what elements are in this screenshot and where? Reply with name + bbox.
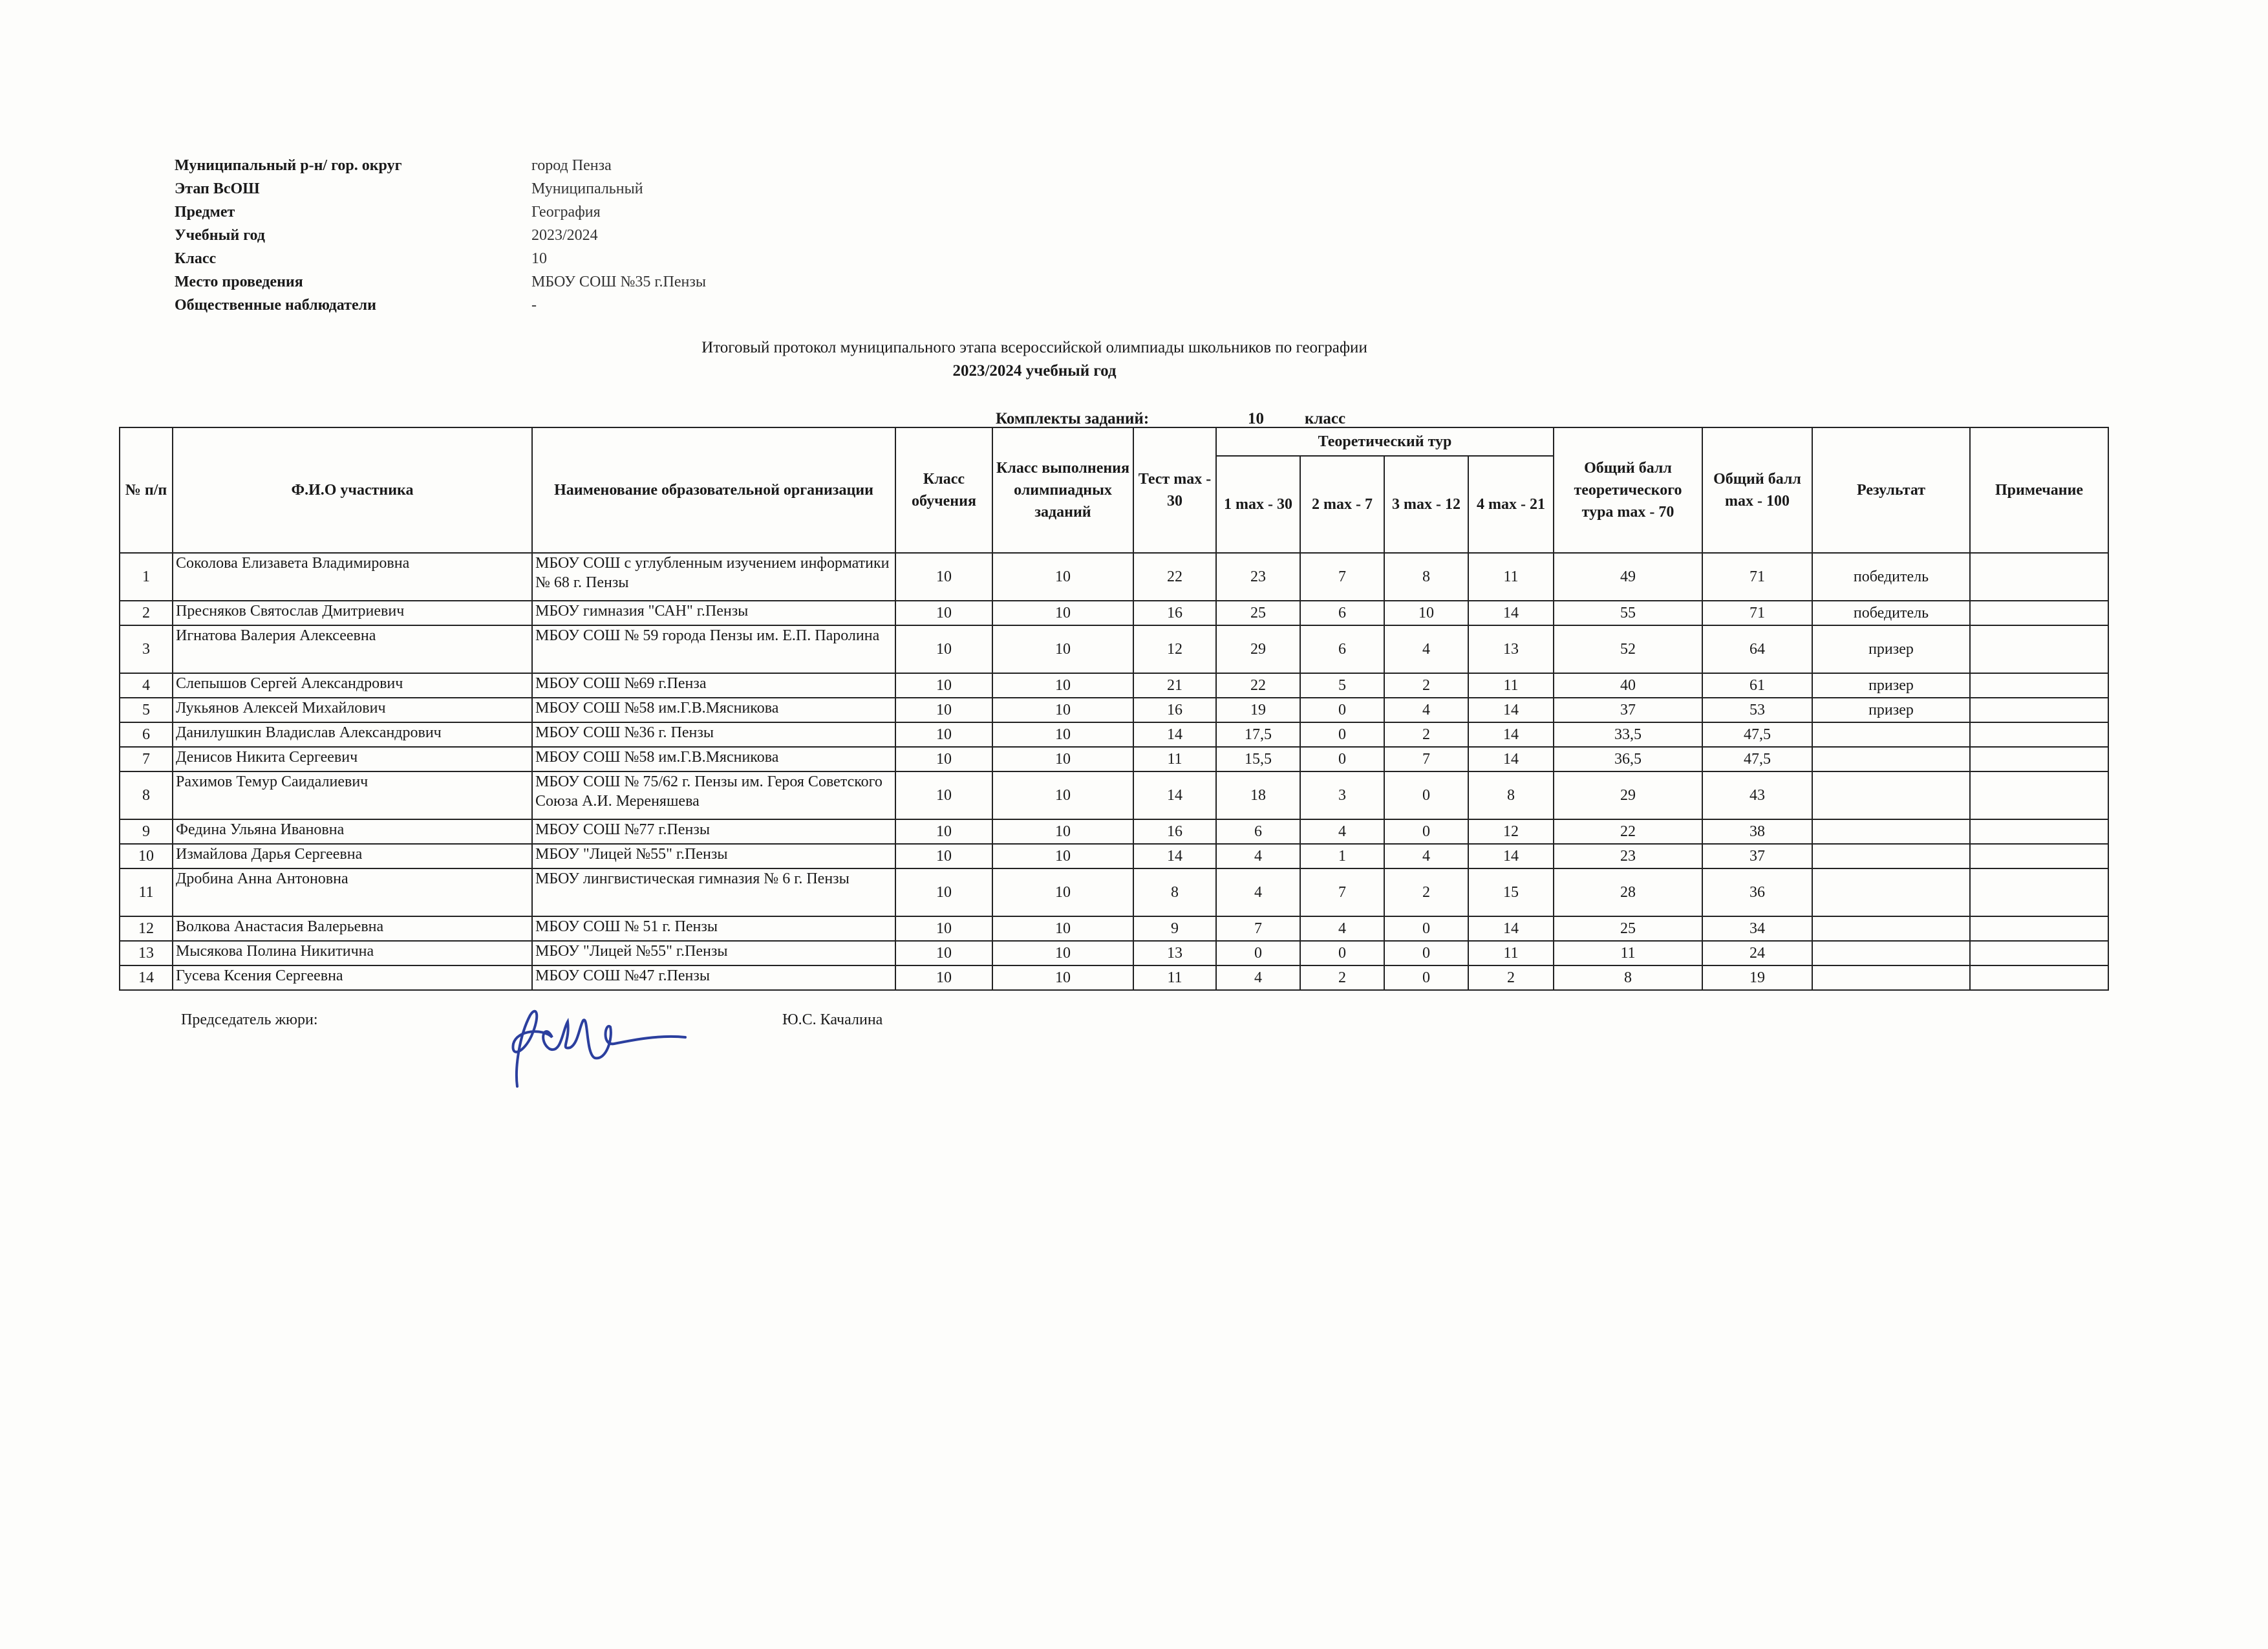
theory-total: 36,5	[1554, 747, 1702, 771]
meta-row	[175, 200, 706, 224]
organization: МБОУ СОШ № 75/62 г. Пензы им. Героя Советского Союза А.И. Мереняшева	[532, 771, 895, 819]
theory-task-4: 14	[1468, 698, 1554, 722]
theory-task-4: 13	[1468, 625, 1554, 673]
jury-chair-name: Ю.С. Качалина	[782, 1011, 883, 1028]
meta-label: Учебный год	[175, 226, 265, 244]
test-score: 22	[1133, 553, 1216, 601]
header-theory: Теоретический тур	[1216, 427, 1554, 456]
organization: МБОУ СОШ № 59 города Пензы им. Е.П. Паролина	[532, 625, 895, 673]
protocol-year: 2023/2024 учебный год	[952, 362, 1117, 380]
theory-task-4: 11	[1468, 553, 1554, 601]
table-row	[120, 868, 2108, 916]
meta-row	[175, 294, 706, 317]
header-t3: 3 max - 12	[1384, 456, 1468, 553]
theory-task-4: 14	[1468, 722, 1554, 747]
meta-label: Муниципальный р-н/ гор. округ	[175, 156, 402, 174]
result	[1812, 722, 1970, 747]
theory-task-2: 2	[1300, 965, 1384, 990]
total-score: 71	[1702, 601, 1812, 625]
theory-total: 52	[1554, 625, 1702, 673]
note	[1970, 673, 2108, 698]
meta-value: МБОУ СОШ №35 г.Пензы	[531, 273, 706, 290]
result	[1812, 747, 1970, 771]
task-grade: 10	[992, 819, 1133, 844]
header-t1: 1 max - 30	[1216, 456, 1300, 553]
organization: МБОУ "Лицей №55" г.Пензы	[532, 941, 895, 965]
total-score: 24	[1702, 941, 1812, 965]
header-name: Ф.И.О участника	[173, 427, 532, 553]
theory-task-1: 17,5	[1216, 722, 1300, 747]
document-meta	[175, 154, 706, 317]
theory-task-3: 4	[1384, 625, 1468, 673]
table-body	[120, 553, 2108, 990]
theory-task-3: 0	[1384, 941, 1468, 965]
meta-value: География	[531, 203, 601, 221]
meta-row	[175, 270, 706, 294]
theory-task-4: 12	[1468, 819, 1554, 844]
organization: МБОУ лингвистическая гимназия № 6 г. Пензы	[532, 868, 895, 916]
protocol-title: Итоговый протокол муниципального этапа всероссийской олимпиады школьников по географии	[701, 339, 1367, 356]
theory-total: 37	[1554, 698, 1702, 722]
theory-total: 11	[1554, 941, 1702, 965]
participant-name: Федина Ульяна Ивановна	[173, 819, 532, 844]
theory-task-3: 2	[1384, 673, 1468, 698]
organization: МБОУ СОШ №77 г.Пензы	[532, 819, 895, 844]
header-num: № п/п	[120, 427, 173, 553]
table-row	[120, 673, 2108, 698]
result: победитель	[1812, 601, 1970, 625]
test-score: 13	[1133, 941, 1216, 965]
header-note: Примечание	[1970, 427, 2108, 553]
theory-task-2: 3	[1300, 771, 1384, 819]
grade: 10	[895, 771, 992, 819]
result	[1812, 844, 1970, 868]
note	[1970, 625, 2108, 673]
meta-label: Этап ВсОШ	[175, 180, 260, 197]
table-row	[120, 965, 2108, 990]
test-score: 16	[1133, 698, 1216, 722]
task-grade: 10	[992, 747, 1133, 771]
grade: 10	[895, 673, 992, 698]
note	[1970, 868, 2108, 916]
theory-task-4: 2	[1468, 965, 1554, 990]
task-grade: 10	[992, 673, 1133, 698]
theory-task-4: 11	[1468, 673, 1554, 698]
theory-task-4: 14	[1468, 844, 1554, 868]
grade: 10	[895, 868, 992, 916]
result	[1812, 941, 1970, 965]
organization: МБОУ СОШ №58 им.Г.В.Мясникова	[532, 698, 895, 722]
theory-task-1: 4	[1216, 965, 1300, 990]
result: призер	[1812, 625, 1970, 673]
meta-row	[175, 247, 706, 270]
result	[1812, 965, 1970, 990]
note	[1970, 553, 2108, 601]
note	[1970, 698, 2108, 722]
meta-value: 10	[531, 250, 547, 267]
theory-total: 33,5	[1554, 722, 1702, 747]
grade: 10	[895, 625, 992, 673]
header-task-grade: Класс выполнения олимпиадных заданий	[992, 427, 1133, 553]
participant-name: Дробина Анна Антоновна	[173, 868, 532, 916]
participant-name: Гусева Ксения Сергеевна	[173, 965, 532, 990]
note	[1970, 844, 2108, 868]
note	[1970, 771, 2108, 819]
row-number: 11	[120, 868, 173, 916]
task-grade: 10	[992, 941, 1133, 965]
table-row	[120, 722, 2108, 747]
theory-task-2: 4	[1300, 916, 1384, 941]
meta-value: 2023/2024	[531, 226, 598, 244]
meta-label: Общественные наблюдатели	[175, 296, 376, 314]
task-sets-value: 10	[1248, 410, 1264, 427]
participant-name: Пресняков Святослав Дмитриевич	[173, 601, 532, 625]
theory-task-1: 0	[1216, 941, 1300, 965]
theory-task-1: 15,5	[1216, 747, 1300, 771]
theory-task-2: 0	[1300, 722, 1384, 747]
header-t4: 4 max - 21	[1468, 456, 1554, 553]
note	[1970, 747, 2108, 771]
theory-task-1: 19	[1216, 698, 1300, 722]
task-grade: 10	[992, 698, 1133, 722]
header-test: Тест max - 30	[1133, 427, 1216, 553]
note	[1970, 941, 2108, 965]
theory-task-3: 4	[1384, 698, 1468, 722]
participant-name: Соколова Елизавета Владимировна	[173, 553, 532, 601]
test-score: 9	[1133, 916, 1216, 941]
meta-label: Класс	[175, 250, 217, 267]
theory-task-4: 14	[1468, 916, 1554, 941]
table-row	[120, 941, 2108, 965]
grade: 10	[895, 844, 992, 868]
participant-name: Волкова Анастасия Валерьевна	[173, 916, 532, 941]
total-score: 43	[1702, 771, 1812, 819]
table-row	[120, 844, 2108, 868]
note	[1970, 965, 2108, 990]
task-grade: 10	[992, 771, 1133, 819]
participant-name: Данилушкин Владислав Александрович	[173, 722, 532, 747]
theory-task-4: 11	[1468, 941, 1554, 965]
theory-task-1: 6	[1216, 819, 1300, 844]
total-score: 34	[1702, 916, 1812, 941]
row-number: 5	[120, 698, 173, 722]
task-grade: 10	[992, 553, 1133, 601]
signature-image	[498, 996, 692, 1099]
total-score: 71	[1702, 553, 1812, 601]
test-score: 12	[1133, 625, 1216, 673]
participant-name: Денисов Никита Сергеевич	[173, 747, 532, 771]
row-number: 3	[120, 625, 173, 673]
theory-task-1: 22	[1216, 673, 1300, 698]
organization: МБОУ СОШ с углубленным изучением информатики № 68 г. Пензы	[532, 553, 895, 601]
table-row	[120, 625, 2108, 673]
test-score: 14	[1133, 844, 1216, 868]
theory-task-3: 10	[1384, 601, 1468, 625]
theory-task-3: 0	[1384, 819, 1468, 844]
organization: МБОУ "Лицей №55" г.Пензы	[532, 844, 895, 868]
theory-task-1: 4	[1216, 844, 1300, 868]
grade: 10	[895, 722, 992, 747]
row-number: 9	[120, 819, 173, 844]
test-score: 14	[1133, 771, 1216, 819]
results-table	[119, 427, 2109, 991]
row-number: 6	[120, 722, 173, 747]
theory-total: 23	[1554, 844, 1702, 868]
task-grade: 10	[992, 868, 1133, 916]
note	[1970, 916, 2108, 941]
meta-row	[175, 177, 706, 200]
total-score: 38	[1702, 819, 1812, 844]
theory-task-3: 4	[1384, 844, 1468, 868]
table-row	[120, 747, 2108, 771]
result	[1812, 916, 1970, 941]
theory-task-3: 7	[1384, 747, 1468, 771]
grade: 10	[895, 601, 992, 625]
row-number: 14	[120, 965, 173, 990]
result	[1812, 771, 1970, 819]
theory-total: 28	[1554, 868, 1702, 916]
theory-task-1: 4	[1216, 868, 1300, 916]
result: призер	[1812, 698, 1970, 722]
theory-task-4: 15	[1468, 868, 1554, 916]
table-row	[120, 819, 2108, 844]
theory-task-3: 2	[1384, 722, 1468, 747]
total-score: 36	[1702, 868, 1812, 916]
organization: МБОУ СОШ №58 им.Г.В.Мясникова	[532, 747, 895, 771]
row-number: 7	[120, 747, 173, 771]
organization: МБОУ СОШ №36 г. Пензы	[532, 722, 895, 747]
meta-row	[175, 224, 706, 247]
total-score: 64	[1702, 625, 1812, 673]
row-number: 8	[120, 771, 173, 819]
jury-chair-label: Председатель жюри:	[181, 1011, 318, 1028]
table-row	[120, 601, 2108, 625]
participant-name: Лукьянов Алексей Михайлович	[173, 698, 532, 722]
grade: 10	[895, 553, 992, 601]
table-row	[120, 771, 2108, 819]
theory-total: 22	[1554, 819, 1702, 844]
result: призер	[1812, 673, 1970, 698]
theory-total: 25	[1554, 916, 1702, 941]
theory-task-3: 0	[1384, 916, 1468, 941]
theory-task-2: 0	[1300, 698, 1384, 722]
header-result: Результат	[1812, 427, 1970, 553]
organization: МБОУ СОШ №69 г.Пенза	[532, 673, 895, 698]
table-header	[120, 427, 2108, 553]
theory-total: 49	[1554, 553, 1702, 601]
result: победитель	[1812, 553, 1970, 601]
total-score: 47,5	[1702, 747, 1812, 771]
task-grade: 10	[992, 844, 1133, 868]
table-row	[120, 553, 2108, 601]
meta-value: Муниципальный	[531, 180, 643, 197]
theory-task-2: 1	[1300, 844, 1384, 868]
total-score: 19	[1702, 965, 1812, 990]
header-total: Общий балл max - 100	[1702, 427, 1812, 553]
note	[1970, 722, 2108, 747]
theory-task-3: 0	[1384, 965, 1468, 990]
header-t2: 2 max - 7	[1300, 456, 1384, 553]
test-score: 16	[1133, 819, 1216, 844]
participant-name: Слепышов Сергей Александрович	[173, 673, 532, 698]
header-grade: Класс обучения	[895, 427, 992, 553]
task-grade: 10	[992, 916, 1133, 941]
total-score: 37	[1702, 844, 1812, 868]
organization: МБОУ гимназия "САН" г.Пензы	[532, 601, 895, 625]
task-sets-suffix: класс	[1305, 410, 1346, 427]
task-grade: 10	[992, 625, 1133, 673]
grade: 10	[895, 747, 992, 771]
row-number: 10	[120, 844, 173, 868]
task-sets-label: Комплекты заданий:	[996, 410, 1150, 427]
theory-task-4: 8	[1468, 771, 1554, 819]
test-score: 21	[1133, 673, 1216, 698]
result	[1812, 819, 1970, 844]
grade: 10	[895, 965, 992, 990]
test-score: 11	[1133, 965, 1216, 990]
test-score: 16	[1133, 601, 1216, 625]
theory-task-3: 8	[1384, 553, 1468, 601]
organization: МБОУ СОШ № 51 г. Пензы	[532, 916, 895, 941]
theory-task-1: 7	[1216, 916, 1300, 941]
meta-row	[175, 154, 706, 177]
meta-label: Место проведения	[175, 273, 303, 290]
test-score: 8	[1133, 868, 1216, 916]
row-number: 13	[120, 941, 173, 965]
theory-task-1: 18	[1216, 771, 1300, 819]
theory-task-4: 14	[1468, 747, 1554, 771]
row-number: 2	[120, 601, 173, 625]
test-score: 14	[1133, 722, 1216, 747]
meta-value: -	[531, 296, 537, 314]
task-grade: 10	[992, 722, 1133, 747]
grade: 10	[895, 941, 992, 965]
total-score: 47,5	[1702, 722, 1812, 747]
participant-name: Мысякова Полина Никитична	[173, 941, 532, 965]
header-org: Наименование образовательной организации	[532, 427, 895, 553]
participant-name: Рахимов Темур Саидалиевич	[173, 771, 532, 819]
meta-label: Предмет	[175, 203, 235, 221]
result	[1812, 868, 1970, 916]
theory-task-2: 7	[1300, 553, 1384, 601]
theory-task-2: 5	[1300, 673, 1384, 698]
task-grade: 10	[992, 601, 1133, 625]
note	[1970, 819, 2108, 844]
theory-task-2: 6	[1300, 601, 1384, 625]
theory-total: 8	[1554, 965, 1702, 990]
grade: 10	[895, 698, 992, 722]
theory-task-1: 25	[1216, 601, 1300, 625]
theory-task-2: 7	[1300, 868, 1384, 916]
table-row	[120, 698, 2108, 722]
grade: 10	[895, 819, 992, 844]
task-grade: 10	[992, 965, 1133, 990]
theory-total: 40	[1554, 673, 1702, 698]
theory-total: 55	[1554, 601, 1702, 625]
total-score: 53	[1702, 698, 1812, 722]
test-score: 11	[1133, 747, 1216, 771]
note	[1970, 601, 2108, 625]
table-row	[120, 916, 2108, 941]
total-score: 61	[1702, 673, 1812, 698]
theory-task-1: 23	[1216, 553, 1300, 601]
theory-total: 29	[1554, 771, 1702, 819]
row-number: 12	[120, 916, 173, 941]
theory-task-3: 0	[1384, 771, 1468, 819]
header-theory-total: Общий балл теоретического тура max - 70	[1554, 427, 1702, 553]
theory-task-4: 14	[1468, 601, 1554, 625]
theory-task-3: 2	[1384, 868, 1468, 916]
theory-task-2: 0	[1300, 941, 1384, 965]
participant-name: Измайлова Дарья Сергеевна	[173, 844, 532, 868]
grade: 10	[895, 916, 992, 941]
theory-task-2: 0	[1300, 747, 1384, 771]
row-number: 1	[120, 553, 173, 601]
theory-task-2: 6	[1300, 625, 1384, 673]
organization: МБОУ СОШ №47 г.Пензы	[532, 965, 895, 990]
meta-value: город Пенза	[531, 156, 612, 174]
theory-task-2: 4	[1300, 819, 1384, 844]
theory-task-1: 29	[1216, 625, 1300, 673]
row-number: 4	[120, 673, 173, 698]
participant-name: Игнатова Валерия Алексеевна	[173, 625, 532, 673]
